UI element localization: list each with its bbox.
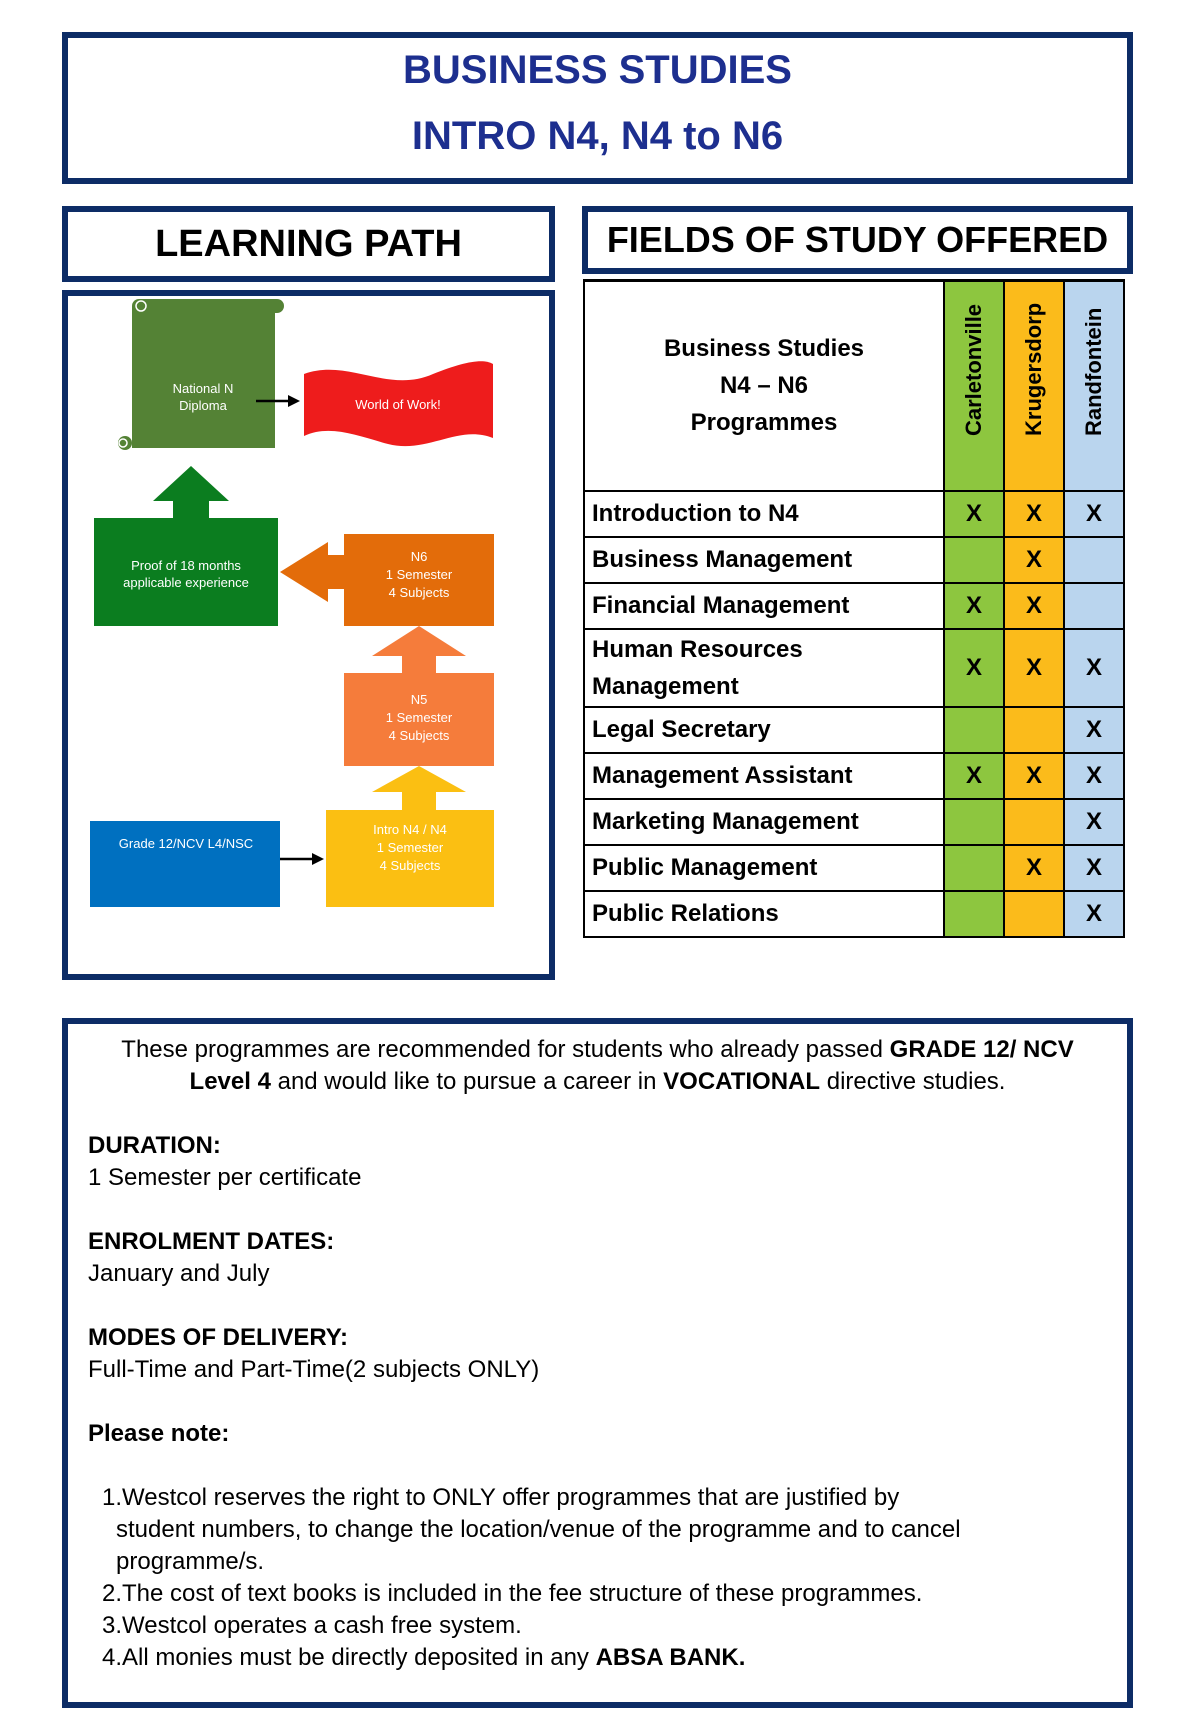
duration-label: DURATION: [88, 1132, 221, 1159]
table-row [584, 753, 1124, 799]
availability-mark: X [944, 491, 1004, 537]
availability-mark: X [944, 753, 1004, 799]
table-row [584, 583, 1124, 629]
learning-path-title: LEARNING PATH [62, 206, 555, 282]
intro-text: and would like to pursue a career in [270, 1068, 664, 1095]
info-panel [62, 1018, 1133, 1708]
programme-name [584, 491, 944, 537]
programmes-header-line: Programmes [690, 409, 838, 437]
availability-mark: X [1064, 629, 1124, 707]
campus-name: Randfontein [1081, 307, 1106, 436]
programme-name-line: Legal Secretary [592, 716, 771, 743]
programme-name [584, 707, 944, 753]
availability-mark: X [1064, 491, 1124, 537]
programmes-header-line: Business Studies [663, 335, 865, 363]
experience-label-1: Proof of 18 months [131, 558, 241, 573]
programme-name-line: Introduction to N4 [592, 500, 799, 527]
availability-mark [1004, 799, 1064, 845]
arrow-left-icon [280, 542, 344, 602]
availability-mark: X [1064, 753, 1124, 799]
world-of-work-label: World of Work! [355, 397, 441, 412]
campus-header-randfontein [1064, 281, 1124, 491]
notes-list-container [88, 1482, 977, 1674]
diploma-scroll-bottom [118, 436, 132, 450]
availability-mark: X [1064, 891, 1124, 937]
availability-mark: X [1004, 629, 1064, 707]
diploma-label-2: Diploma [179, 398, 227, 413]
page-subtitle: INTRO N4, N4 to N6 [411, 114, 784, 158]
n6-box [344, 534, 494, 626]
availability-mark [1064, 583, 1124, 629]
note-item [102, 1642, 977, 1674]
programme-name [584, 583, 944, 629]
availability-mark: X [944, 629, 1004, 707]
availability-mark [1064, 537, 1124, 583]
table-row [584, 491, 1124, 537]
availability-mark [944, 799, 1004, 845]
availability-mark [944, 537, 1004, 583]
modes-section [88, 1322, 1107, 1386]
availability-mark [1004, 707, 1064, 753]
programmes-header [584, 281, 944, 491]
intro-text: directive studies. [820, 1068, 1006, 1095]
programme-name [584, 799, 944, 845]
note-item: 1.Westcol reserves the right to ONLY offer programmes that are justified by student numbers, to change the location/venue of the programme and to cancel programme/s. [102, 1484, 961, 1575]
arrow-up-icon [372, 766, 466, 810]
n6-subjects: 4 Subjects [388, 585, 450, 600]
n6-label: N6 [410, 549, 428, 564]
note-item: 2.The cost of text books is included in the fee structure of these programmes. [102, 1580, 923, 1607]
note-section [88, 1418, 1107, 1450]
enrolment-value: January and July [88, 1260, 270, 1287]
notes-list [88, 1482, 977, 1674]
programme-name-line: Public Management [592, 854, 818, 881]
experience-label-2: applicable experience [123, 575, 249, 590]
table-row [584, 845, 1124, 891]
learning-path-diagram [62, 290, 555, 980]
table-row [584, 799, 1124, 845]
table-row [584, 537, 1124, 583]
programme-name-line: Business Management [592, 546, 853, 573]
availability-mark [1004, 891, 1064, 937]
intro-semester: 1 Semester [376, 840, 444, 855]
programme-name [584, 537, 944, 583]
availability-mark: X [944, 583, 1004, 629]
campus-name: Carletonville [961, 303, 986, 436]
availability-mark [944, 891, 1004, 937]
n5-subjects: 4 Subjects [388, 728, 450, 743]
n5-label: N5 [410, 692, 428, 707]
learning-path-flow [68, 296, 549, 974]
intro-subjects: 4 Subjects [379, 858, 441, 873]
availability-mark [944, 707, 1004, 753]
modes-value: Full-Time and Part-Time(2 subjects ONLY) [88, 1356, 540, 1383]
programme-name-line: Management Assistant [592, 762, 853, 789]
campus-header-carletonville [944, 281, 1004, 491]
availability-mark: X [1004, 583, 1064, 629]
programme-name-line: Public Relations [592, 900, 779, 927]
programme-name [584, 845, 944, 891]
diploma-shape [132, 306, 275, 448]
table-row [584, 629, 1124, 707]
intro-bold-grade: GRADE 12/ NCV Level 4 [189, 1036, 1074, 1095]
programme-name [584, 891, 944, 937]
availability-mark: X [1064, 707, 1124, 753]
n5-box [344, 673, 494, 766]
programmes-header-line: N4 – N6 [719, 372, 809, 400]
availability-mark: X [1064, 799, 1124, 845]
note-item: 3.Westcol operates a cash free system. [102, 1612, 522, 1639]
availability-mark: X [1064, 845, 1124, 891]
table-row [584, 707, 1124, 753]
fields-of-study-table [583, 279, 1125, 938]
programme-name-line: Financial Management [592, 592, 850, 619]
grade12-box [90, 821, 280, 907]
availability-mark [944, 845, 1004, 891]
intro-n4-box [326, 810, 494, 907]
intro-bold-vocational: VOCATIONAL [663, 1068, 821, 1095]
note4-text: 4.All monies must be directly deposited in any [102, 1644, 596, 1671]
table-row [584, 891, 1124, 937]
campus-header-krugersdorp [1004, 281, 1064, 491]
diploma-label-1: National N [172, 381, 234, 396]
n6-semester: 1 Semester [385, 567, 453, 582]
note4-bold: ABSA BANK. [595, 1644, 746, 1671]
note-label: Please note: [88, 1420, 230, 1447]
world-of-work-flag [304, 361, 493, 446]
intro-label: Intro N4 / N4 [373, 822, 447, 837]
diploma-scroll [118, 299, 284, 450]
campus-name: Krugersdorp [1021, 302, 1046, 436]
page-title: BUSINESS STUDIES [403, 48, 792, 92]
grade12-label: Grade 12/NCV L4/NSC [118, 836, 254, 851]
enrolment-section [88, 1226, 1107, 1290]
diploma-scroll-top [132, 299, 284, 313]
duration-value: 1 Semester per certificate [88, 1164, 362, 1191]
fields-table-body [584, 491, 1124, 937]
duration-section [88, 1130, 1107, 1194]
page-header [62, 32, 1133, 184]
availability-mark: X [1004, 845, 1064, 891]
fields-of-study-title: FIELDS OF STUDY OFFERED [582, 206, 1133, 274]
programme-name-line: Human Resources [592, 635, 803, 663]
n5-semester: 1 Semester [385, 710, 453, 725]
programme-name-line: Marketing Management [592, 808, 859, 835]
availability-mark: X [1004, 537, 1064, 583]
enrolment-label: ENROLMENT DATES: [88, 1228, 335, 1255]
arrow-right-icon [280, 853, 324, 865]
intro-paragraph [88, 1034, 1107, 1098]
availability-mark: X [1004, 753, 1064, 799]
programme-name-line: Management [592, 672, 739, 700]
experience-box [94, 518, 278, 626]
arrow-up-icon [372, 626, 466, 673]
programme-name [584, 629, 944, 707]
modes-label: MODES OF DELIVERY: [88, 1324, 349, 1351]
programme-name [584, 753, 944, 799]
availability-mark: X [1004, 491, 1064, 537]
arrow-up-icon [153, 466, 229, 518]
intro-text: These programmes are recommended for students who already passed [121, 1036, 890, 1063]
table-header-row [584, 281, 1124, 491]
